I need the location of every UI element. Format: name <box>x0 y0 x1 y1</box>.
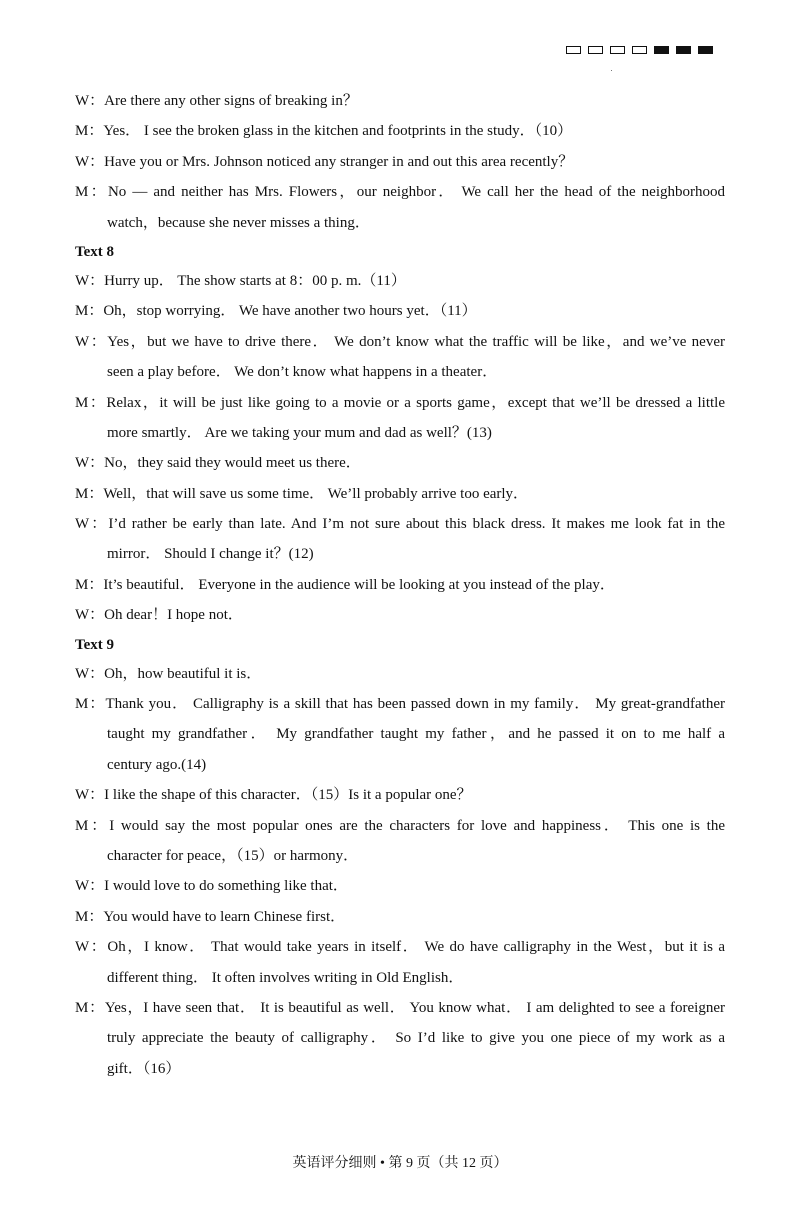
dialogue-turn <box>75 993 725 1084</box>
transcript-body <box>75 86 725 1084</box>
dialogue-turn <box>75 116 725 146</box>
filled-square-mark <box>654 46 669 54</box>
speaker-label: M： <box>75 696 106 713</box>
dialogue-line <box>75 296 725 326</box>
speaker-label: W： <box>75 516 109 533</box>
line-text: more smartly． Are we taking your mum and dad as well？(13) <box>107 424 492 441</box>
line-text: Yes，I have seen that． It is beautiful as well． You know what． I am delighted to see a foreigner <box>104 999 725 1016</box>
line-text: seen a play before． We don’t know what happens in a theater． <box>107 364 498 381</box>
dialogue-line <box>75 86 725 116</box>
empty-square-mark <box>632 46 647 54</box>
speaker-label: M： <box>75 184 108 201</box>
speaker-label: W： <box>75 333 108 350</box>
dialogue-line <box>75 719 725 749</box>
speaker-label: W： <box>75 878 105 895</box>
header-marks <box>566 46 713 54</box>
dialogue-line <box>75 600 725 630</box>
dialogue-line <box>75 509 725 539</box>
line-text: character for peace，（15）or harmony． <box>107 847 359 864</box>
dialogue-turn <box>75 147 725 177</box>
filled-square-mark <box>698 46 713 54</box>
dialogue-line <box>75 1054 725 1084</box>
line-text: mirror． Should I change it？(12) <box>107 546 314 563</box>
dialogue-turn <box>75 659 725 689</box>
dialogue-line <box>75 963 725 993</box>
speaker-label: W： <box>75 787 105 804</box>
line-text: It’s beautiful． Everyone in the audience will be looking at you instead of the play． <box>103 576 615 593</box>
speaker-label: M： <box>75 303 104 320</box>
line-text: taught my grandfather． My grandfather taught my father，and he passed it on to me half a <box>107 726 725 743</box>
speaker-label: W： <box>75 153 105 170</box>
speaker-label: M： <box>75 576 104 593</box>
line-text: I’d rather be early than late. And I’m not sure about this black dress. It makes me look fat in the <box>108 516 725 533</box>
line-text: Have you or Mrs. Johnson noticed any stranger in and out this area recently？ <box>104 153 574 170</box>
line-text: I would love to do something like that． <box>104 878 348 895</box>
speaker-label: W： <box>75 607 105 624</box>
line-text: Oh，how beautiful it is． <box>104 665 262 682</box>
scan-dot <box>611 70 612 71</box>
dialogue-turn <box>75 689 725 780</box>
dialogue-line <box>75 570 725 600</box>
speaker-label: W： <box>75 665 105 682</box>
dialogue-turn <box>75 296 725 326</box>
line-text: century ago.(14) <box>107 756 207 773</box>
speaker-label: W： <box>75 272 105 289</box>
dialogue-line <box>75 208 725 238</box>
dialogue-line <box>75 327 725 357</box>
dialogue-turn <box>75 327 725 388</box>
empty-square-mark <box>610 46 625 54</box>
dialogue-turn <box>75 479 725 509</box>
empty-square-mark <box>588 46 603 54</box>
dialogue-line <box>75 932 725 962</box>
line-text: Yes，but we have to drive there． We don’t know what the traffic will be like，and we’ve never <box>107 333 725 350</box>
dialogue-turn <box>75 932 725 993</box>
dialogue-turn <box>75 177 725 238</box>
line-text: truly appreciate the beauty of calligraphy． So I’d like to give you one piece of my work as a <box>107 1030 725 1047</box>
speaker-label: M： <box>75 999 105 1016</box>
speaker-label: W： <box>75 939 108 956</box>
dialogue-line <box>75 116 725 146</box>
line-text: No — and neither has Mrs. Flowers，our neighbor． We call her the head of the neighborhood <box>107 184 725 201</box>
empty-square-mark <box>566 46 581 54</box>
line-text: Hurry up． The show starts at 8：00 p. m.（11） <box>104 272 406 289</box>
dialogue-line <box>75 811 725 841</box>
dialogue-line <box>75 539 725 569</box>
speaker-label: W： <box>75 455 105 472</box>
speaker-label: M： <box>75 485 104 502</box>
line-text: Well，that will save us some time． We’ll probably arrive too early． <box>103 485 529 502</box>
dialogue-turn <box>75 600 725 630</box>
section-heading: Text 9 <box>75 636 115 653</box>
section-heading: Text 8 <box>75 243 115 260</box>
dialogue-line <box>75 780 725 810</box>
page-footer: 英语评分细则 • 第 9 页（共 12 页） <box>292 1156 508 1171</box>
line-text: gift．（16） <box>107 1060 181 1077</box>
dialogue-turn <box>75 871 725 901</box>
line-text: You would have to learn Chinese first． <box>103 908 346 925</box>
speaker-label: M： <box>75 817 110 834</box>
dialogue-turn <box>75 570 725 600</box>
line-text: Yes． I see the broken glass in the kitchen and footprints in the study．（10） <box>103 123 573 140</box>
dialogue-turn <box>75 266 725 296</box>
dialogue-line <box>75 177 725 207</box>
line-text: Oh，stop worrying． We have another two hours yet．（11） <box>103 303 477 320</box>
dialogue-line <box>75 266 725 296</box>
speaker-label: M： <box>75 908 104 925</box>
line-text: watch，because she never misses a thing． <box>107 214 370 231</box>
dialogue-turn <box>75 448 725 478</box>
line-text: Oh，I know． That would take years in itself． We do have calligraphy in the West，but it is a <box>107 939 725 956</box>
dialogue-line <box>75 871 725 901</box>
dialogue-turn <box>75 902 725 932</box>
dialogue-line <box>75 993 725 1023</box>
dialogue-line <box>75 147 725 177</box>
line-text: different thing． It often involves writing in Old English． <box>107 969 464 986</box>
dialogue-line <box>75 659 725 689</box>
line-text: Relax，it will be just like going to a movie or a sports game，except that we’ll be dressed a little <box>106 394 725 411</box>
line-text: Oh dear！I hope not． <box>104 607 243 624</box>
line-text: No，they said they would meet us there． <box>104 455 361 472</box>
line-text: Are there any other signs of breaking in？ <box>104 93 358 109</box>
dialogue-line <box>75 448 725 478</box>
dialogue-line <box>75 479 725 509</box>
dialogue-line <box>75 1023 725 1053</box>
dialogue-line <box>75 388 725 418</box>
speaker-label: W： <box>75 93 105 109</box>
dialogue-line <box>75 902 725 932</box>
dialogue-turn <box>75 509 725 570</box>
dialogue-turn <box>75 388 725 449</box>
dialogue-turn <box>75 811 725 872</box>
speaker-label: M： <box>75 394 107 411</box>
line-text: Thank you． Calligraphy is a skill that has been passed down in my family． My great-grandfather <box>105 696 725 713</box>
dialogue-line <box>75 750 725 780</box>
dialogue-line <box>75 418 725 448</box>
dialogue-line <box>75 841 725 871</box>
dialogue-turn <box>75 780 725 810</box>
speaker-label: M： <box>75 123 104 140</box>
dialogue-turn <box>75 86 725 116</box>
line-text: I would say the most popular ones are the characters for love and happiness． This one is the <box>109 817 725 834</box>
filled-square-mark <box>676 46 691 54</box>
dialogue-line <box>75 689 725 719</box>
line-text: I like the shape of this character．（15）Is it a popular one？ <box>104 787 472 804</box>
dialogue-line <box>75 357 725 387</box>
